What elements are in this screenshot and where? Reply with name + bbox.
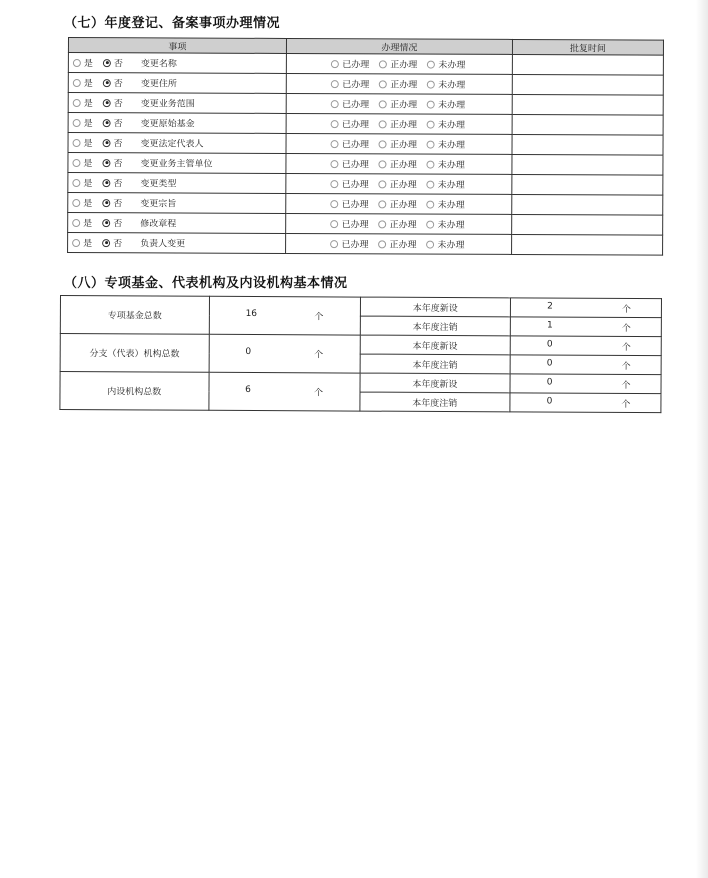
yes-label: 是 xyxy=(83,119,93,130)
status-label: 正办理 xyxy=(389,140,418,151)
status-radio-group xyxy=(287,117,512,131)
status-label: 未办理 xyxy=(437,220,465,231)
approval-date-cell xyxy=(512,114,663,135)
table-row xyxy=(68,133,663,156)
status-label: 未办理 xyxy=(437,140,466,151)
item-cell xyxy=(68,113,286,134)
unit-label: 个 xyxy=(621,361,631,372)
cancel-label: 本年度注销 xyxy=(360,316,511,336)
no-radio[interactable] xyxy=(103,119,111,127)
no-label: 否 xyxy=(113,239,123,250)
status-label: 正办理 xyxy=(389,160,417,171)
yes-radio[interactable] xyxy=(73,119,81,127)
table-row xyxy=(68,153,663,176)
yes-no-group xyxy=(69,76,286,90)
status-label: 未办理 xyxy=(437,160,465,171)
status-radio[interactable] xyxy=(427,120,435,128)
category-label: 专项基金总数 xyxy=(60,296,209,335)
status-label: 正办理 xyxy=(390,120,418,131)
yes-radio[interactable] xyxy=(73,59,81,67)
status-radio[interactable] xyxy=(427,240,435,248)
unit-label: 个 xyxy=(621,323,631,334)
status-label: 已办理 xyxy=(342,80,370,91)
status-radio[interactable] xyxy=(379,220,387,228)
yes-no-group xyxy=(68,236,285,250)
unit-label: 个 xyxy=(313,388,324,399)
item-cell xyxy=(68,93,286,114)
table-row xyxy=(68,73,663,96)
status-radio[interactable] xyxy=(331,140,339,148)
status-radio[interactable] xyxy=(331,60,339,68)
status-radio[interactable] xyxy=(331,180,339,188)
status-radio[interactable] xyxy=(331,240,339,248)
yes-no-group xyxy=(68,176,285,190)
status-radio[interactable] xyxy=(379,100,387,108)
status-radio-group xyxy=(287,137,512,151)
no-radio[interactable] xyxy=(103,99,111,107)
status-radio[interactable] xyxy=(427,200,435,208)
unit-label: 个 xyxy=(314,350,324,361)
category-label: 分支（代表）机构总数 xyxy=(60,334,209,373)
no-radio[interactable] xyxy=(103,59,111,67)
total-count-cell xyxy=(209,372,360,411)
table-row xyxy=(68,213,663,236)
unit-label: 个 xyxy=(621,304,631,315)
status-radio[interactable] xyxy=(331,220,339,228)
page-edge-shadow xyxy=(696,0,708,878)
total-count-value: 16 xyxy=(245,308,258,320)
institution-table xyxy=(59,295,662,413)
status-radio[interactable] xyxy=(379,120,387,128)
status-radio[interactable] xyxy=(427,140,435,148)
section-8-title: （八）专项基金、代表机构及内设机构基本情况 xyxy=(64,276,348,291)
status-radio[interactable] xyxy=(427,80,435,88)
item-cell xyxy=(68,213,286,234)
yes-label: 是 xyxy=(83,139,93,150)
cancel-count-value: 0 xyxy=(546,396,553,407)
status-label: 未办理 xyxy=(437,200,465,211)
yes-no-group xyxy=(68,156,285,170)
item-name: 变更类型 xyxy=(140,179,177,190)
no-label: 否 xyxy=(113,139,123,150)
status-radio-group xyxy=(286,237,511,251)
no-radio[interactable] xyxy=(102,219,110,227)
table-row xyxy=(68,93,663,116)
new-count-value: 2 xyxy=(547,301,553,312)
status-radio[interactable] xyxy=(379,160,387,168)
new-count-value: 0 xyxy=(546,377,553,388)
approval-date-cell xyxy=(512,174,663,195)
status-radio[interactable] xyxy=(427,100,435,108)
table-row xyxy=(60,334,661,356)
new-count-cell xyxy=(510,336,661,356)
item-name: 变更业务范围 xyxy=(140,99,195,110)
approval-date-cell xyxy=(512,194,663,215)
item-cell xyxy=(68,133,286,154)
status-radio[interactable] xyxy=(331,100,339,108)
new-label: 本年度新设 xyxy=(360,335,511,355)
status-radio-group xyxy=(286,177,511,191)
item-cell xyxy=(68,233,286,254)
item-cell xyxy=(68,53,286,74)
yes-label: 是 xyxy=(83,219,93,230)
yes-label: 是 xyxy=(83,59,93,70)
status-label: 未办理 xyxy=(438,100,466,111)
unit-label: 个 xyxy=(621,342,631,353)
status-label: 已办理 xyxy=(342,60,370,71)
no-radio[interactable] xyxy=(102,199,110,207)
cancel-label: 本年度注销 xyxy=(359,392,510,412)
status-radio[interactable] xyxy=(379,240,387,248)
status-label: 未办理 xyxy=(438,120,466,131)
yes-radio[interactable] xyxy=(72,239,80,247)
unit-label: 个 xyxy=(621,399,631,410)
cancel-label: 本年度注销 xyxy=(360,354,511,374)
no-radio[interactable] xyxy=(102,239,110,247)
header-approval-date: 批复时间 xyxy=(512,39,663,55)
table-row xyxy=(68,53,663,76)
new-label: 本年度新设 xyxy=(360,373,511,393)
yes-label: 是 xyxy=(83,99,93,110)
status-cell xyxy=(286,233,512,254)
status-label: 未办理 xyxy=(437,180,465,191)
yes-label: 是 xyxy=(83,179,93,190)
no-radio[interactable] xyxy=(103,139,111,147)
status-radio[interactable] xyxy=(331,200,339,208)
status-label: 已办理 xyxy=(341,180,369,191)
status-cell xyxy=(286,113,512,134)
status-radio[interactable] xyxy=(331,120,339,128)
no-radio[interactable] xyxy=(102,179,110,187)
status-label: 未办理 xyxy=(437,240,465,251)
status-label: 正办理 xyxy=(390,80,418,91)
header-status: 办理情况 xyxy=(286,38,512,54)
approval-date-cell xyxy=(512,154,663,175)
no-label: 否 xyxy=(113,79,123,90)
status-radio-group xyxy=(287,57,512,71)
cancel-count-cell xyxy=(510,317,661,337)
yes-no-group xyxy=(69,96,286,110)
status-label: 正办理 xyxy=(390,60,418,71)
section-7-title: （七）年度登记、备案事项办理情况 xyxy=(64,16,281,31)
table-row xyxy=(60,296,661,318)
yes-no-group xyxy=(68,196,285,210)
status-cell xyxy=(286,173,512,194)
status-radio[interactable] xyxy=(379,80,387,88)
yes-no-group xyxy=(69,136,286,150)
no-label: 否 xyxy=(113,159,123,170)
new-count-value: 0 xyxy=(546,339,553,350)
status-radio[interactable] xyxy=(379,200,387,208)
no-radio[interactable] xyxy=(102,159,110,167)
status-cell xyxy=(286,73,512,94)
status-radio[interactable] xyxy=(427,160,435,168)
table-row xyxy=(68,193,663,216)
header-item: 事项 xyxy=(68,38,286,54)
total-count-cell xyxy=(209,296,360,335)
approval-date-cell xyxy=(512,54,663,75)
approval-date-cell xyxy=(511,234,662,255)
item-name: 变更法定代表人 xyxy=(140,139,204,150)
status-label: 已办理 xyxy=(341,160,369,171)
total-count-cell xyxy=(209,334,360,373)
status-radio-group xyxy=(287,97,512,111)
cancel-count-value: 1 xyxy=(546,320,553,331)
status-label: 正办理 xyxy=(389,180,417,191)
yes-no-group xyxy=(68,216,285,230)
no-label: 否 xyxy=(113,59,123,70)
status-radio[interactable] xyxy=(379,60,387,68)
approval-date-cell xyxy=(512,94,663,115)
registration-table xyxy=(67,37,664,256)
yes-radio[interactable] xyxy=(73,99,81,107)
yes-radio[interactable] xyxy=(72,199,80,207)
no-label: 否 xyxy=(113,179,123,190)
status-radio-group xyxy=(286,217,511,231)
total-count-value: 0 xyxy=(245,346,252,358)
status-label: 未办理 xyxy=(438,80,466,91)
category-label: 内设机构总数 xyxy=(60,372,209,411)
approval-date-cell xyxy=(512,134,663,155)
status-cell xyxy=(286,213,512,234)
status-radio[interactable] xyxy=(331,160,339,168)
item-name: 负责人变更 xyxy=(140,239,186,250)
status-label: 已办理 xyxy=(341,140,369,151)
unit-label: 个 xyxy=(314,312,324,323)
item-name: 变更名称 xyxy=(140,59,177,70)
yes-label: 是 xyxy=(83,199,93,210)
new-label: 本年度新设 xyxy=(360,297,511,317)
status-cell xyxy=(286,153,512,174)
status-radio[interactable] xyxy=(427,180,435,188)
status-radio[interactable] xyxy=(379,140,387,148)
yes-no-group xyxy=(69,116,286,130)
total-count-value: 6 xyxy=(245,384,251,396)
status-label: 已办理 xyxy=(341,200,369,211)
table-row xyxy=(60,372,661,394)
status-label: 正办理 xyxy=(390,100,418,111)
status-label: 正办理 xyxy=(389,200,417,211)
status-radio-group xyxy=(287,77,512,91)
item-name: 变更住所 xyxy=(140,79,177,90)
status-cell xyxy=(286,93,512,114)
new-count-cell xyxy=(510,374,661,394)
item-cell xyxy=(68,73,286,94)
no-label: 否 xyxy=(113,119,123,130)
item-name: 修改章程 xyxy=(140,219,177,230)
item-name: 变更宗旨 xyxy=(140,199,177,210)
approval-date-cell xyxy=(512,214,663,235)
yes-radio[interactable] xyxy=(72,179,80,187)
item-cell xyxy=(68,153,286,174)
yes-label: 是 xyxy=(83,239,93,250)
yes-radio[interactable] xyxy=(72,219,80,227)
cancel-count-cell xyxy=(510,393,661,413)
yes-radio[interactable] xyxy=(72,159,80,167)
no-label: 否 xyxy=(113,99,123,110)
cancel-count-cell xyxy=(510,355,661,375)
new-count-cell xyxy=(511,298,662,318)
yes-label: 是 xyxy=(83,159,93,170)
approval-date-cell xyxy=(512,74,663,95)
table-row xyxy=(68,233,663,256)
item-cell xyxy=(68,173,286,194)
yes-radio[interactable] xyxy=(73,79,81,87)
no-label: 否 xyxy=(113,219,123,230)
status-radio-group xyxy=(286,157,511,171)
item-name: 变更原始基金 xyxy=(140,119,195,130)
status-cell xyxy=(286,133,512,154)
table-row xyxy=(68,113,663,136)
table-row xyxy=(68,173,663,196)
status-cell xyxy=(286,193,512,214)
cancel-count-value: 0 xyxy=(546,358,553,369)
unit-label: 个 xyxy=(621,380,631,391)
yes-no-group xyxy=(69,56,286,70)
status-radio[interactable] xyxy=(331,80,339,88)
status-label: 已办理 xyxy=(341,240,369,251)
yes-radio[interactable] xyxy=(73,139,81,147)
status-radio-group xyxy=(286,197,511,211)
status-cell xyxy=(286,53,512,74)
no-radio[interactable] xyxy=(103,79,111,87)
item-cell xyxy=(68,193,286,214)
status-label: 已办理 xyxy=(341,220,369,231)
no-label: 否 xyxy=(113,199,123,210)
item-name: 变更业务主管单位 xyxy=(140,159,213,170)
status-label: 已办理 xyxy=(342,120,370,131)
status-radio[interactable] xyxy=(427,220,435,228)
status-label: 正办理 xyxy=(389,240,417,251)
status-label: 正办理 xyxy=(389,220,417,231)
status-radio[interactable] xyxy=(379,180,387,188)
yes-label: 是 xyxy=(83,79,93,90)
status-label: 已办理 xyxy=(342,100,370,111)
status-radio[interactable] xyxy=(427,60,435,68)
status-label: 未办理 xyxy=(438,60,466,71)
